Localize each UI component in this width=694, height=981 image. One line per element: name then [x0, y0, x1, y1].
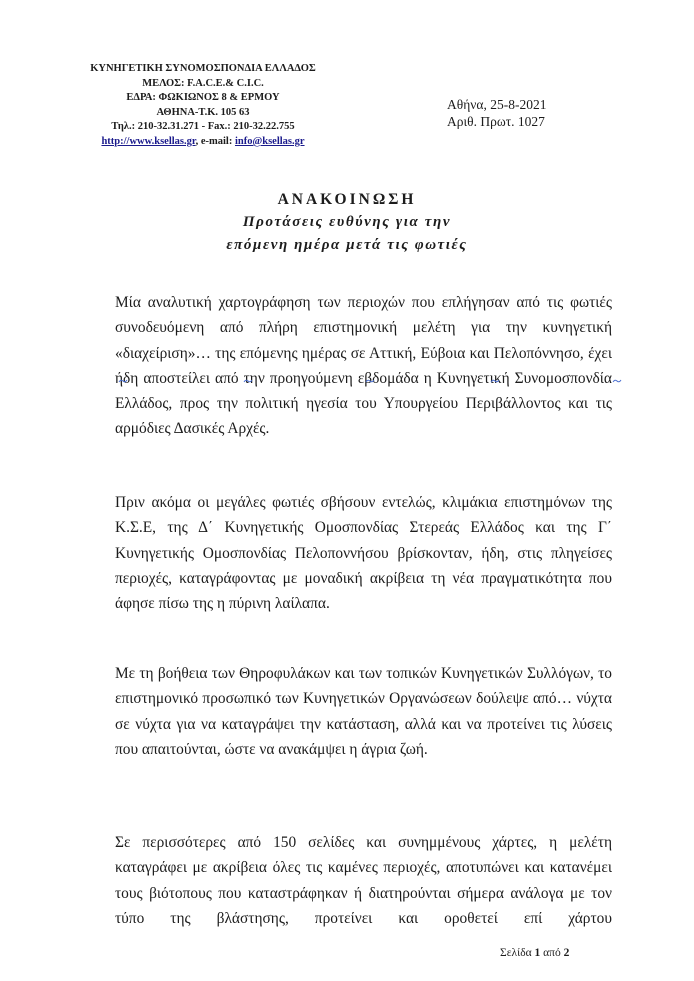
phone-fax: Τηλ.: 210-32.31.271 - Fax.: 210-32.22.755 — [111, 121, 295, 133]
membership: ΜΕΛΟΣ: F.A.C.E.& C.I.C. — [142, 77, 264, 89]
page-of: από — [543, 947, 561, 959]
document-date: Αθήνα, 25-8-2021 — [447, 97, 547, 112]
page-label: Σελίδα — [500, 947, 532, 959]
body-paragraph: Σε περισσότερες από 150 σελίδες και συνημμένους χάρτες, η μελέτη καταγράφει με ακρίβεια όλες τις καμένες περιοχές, αποτυπώνει και κατανέμει τους βιότοπους που καταστράφηκαν ή διατηρούνται σήμερα ανάλογα με τον τύπο της βλάστησης, προτείνει και οροθετεί επί χάρτου — [115, 834, 612, 927]
letterhead — [68, 62, 338, 150]
scan-mark-icon — [490, 378, 500, 384]
page-total: 2 — [563, 947, 570, 959]
announcement-heading: ΑΝΑΚΟΙΝΩΣΗ — [277, 191, 417, 208]
org-name: ΚΥΝΗΓΕΤΙΚΗ ΣΥΝΟΜΟΣΠΟΝΔΙΑ ΕΛΛΑΔΟΣ — [90, 63, 316, 74]
protocol-number: Αριθ. Πρωτ. 1027 — [447, 114, 545, 129]
title-block — [0, 188, 694, 257]
body-paragraph: Με τη βοήθεια των Θηροφυλάκων και των τοπικών Κυνηγετικών Συλλόγων, το επιστημονικό προσωπικό των Κυνηγετικών Οργανώσεων δούλεψε από… νύχτα σε νύχτα για να καταγράψει την κατάσταση, αλλά και να προτείνει τις λύσεις που απαιτούνται, ώστε να ανακάμψει η άγρια ζωή. — [115, 665, 612, 758]
page-current: 1 — [534, 947, 541, 959]
email-label: , e-mail: — [195, 135, 235, 147]
subtitle-line-1: Προτάσεις ευθύνης για την — [242, 214, 452, 230]
website-link[interactable]: http://www.ksellas.gr — [101, 135, 196, 147]
body-paragraph: Μία αναλυτική χαρτογράφηση των περιοχών που επλήγησαν από τις φωτιές συνοδευόμενη από πλήρη επιστημονική μελέτη για την κυνηγετική «διαχείριση»… της επόμενης ημέρας σε Αττική, Εύβοια και Πελοπόννησο, έχει ήδη αποστείλει από την προηγούμενη εβδομάδα η Κυνηγετική Συνομοσπονδία Ελλάδος, προς την πολιτική ηγεσία του Υπουργείου Περιβάλλοντος και τις αρμόδιες Δασικές Αρχές. — [115, 294, 612, 438]
body-paragraph: Πριν ακόμα οι μεγάλες φωτιές σβήσουν εντελώς, κλιμάκια επιστημόνων της Κ.Σ.Ε, της Δ΄ Κυνηγετικής Ομοσπονδίας Στερεάς Ελλάδος και της Γ΄ Κυνηγετικής Ομοσπονδίας Πελοποννήσου βρίσκονταν, ήδη, στις πληγείσες περιοχές, καταγράφοντας με μοναδική ακρίβεια τη νέα πραγματικότητα που άφησε πίσω της η πύρινη λαίλαπα. — [115, 494, 612, 613]
email-link[interactable]: info@ksellas.gr — [234, 135, 305, 147]
scan-mark-icon — [365, 378, 375, 384]
contact-line — [68, 135, 338, 150]
subtitle-line-2: επόμενη ημέρα μετά τις φωτιές — [226, 237, 468, 253]
address-line-1: ΕΔΡΑ: ΦΩΚΙΩΝΟΣ 8 & ΕΡΜΟΥ — [126, 92, 280, 104]
scan-mark-icon — [612, 378, 622, 384]
scan-mark-icon — [118, 378, 128, 384]
page-number — [500, 947, 569, 959]
document-meta — [447, 96, 546, 130]
scan-mark-icon — [243, 378, 253, 384]
address-line-2: ΑΘΗΝΑ-Τ.Κ. 105 63 — [156, 106, 250, 118]
